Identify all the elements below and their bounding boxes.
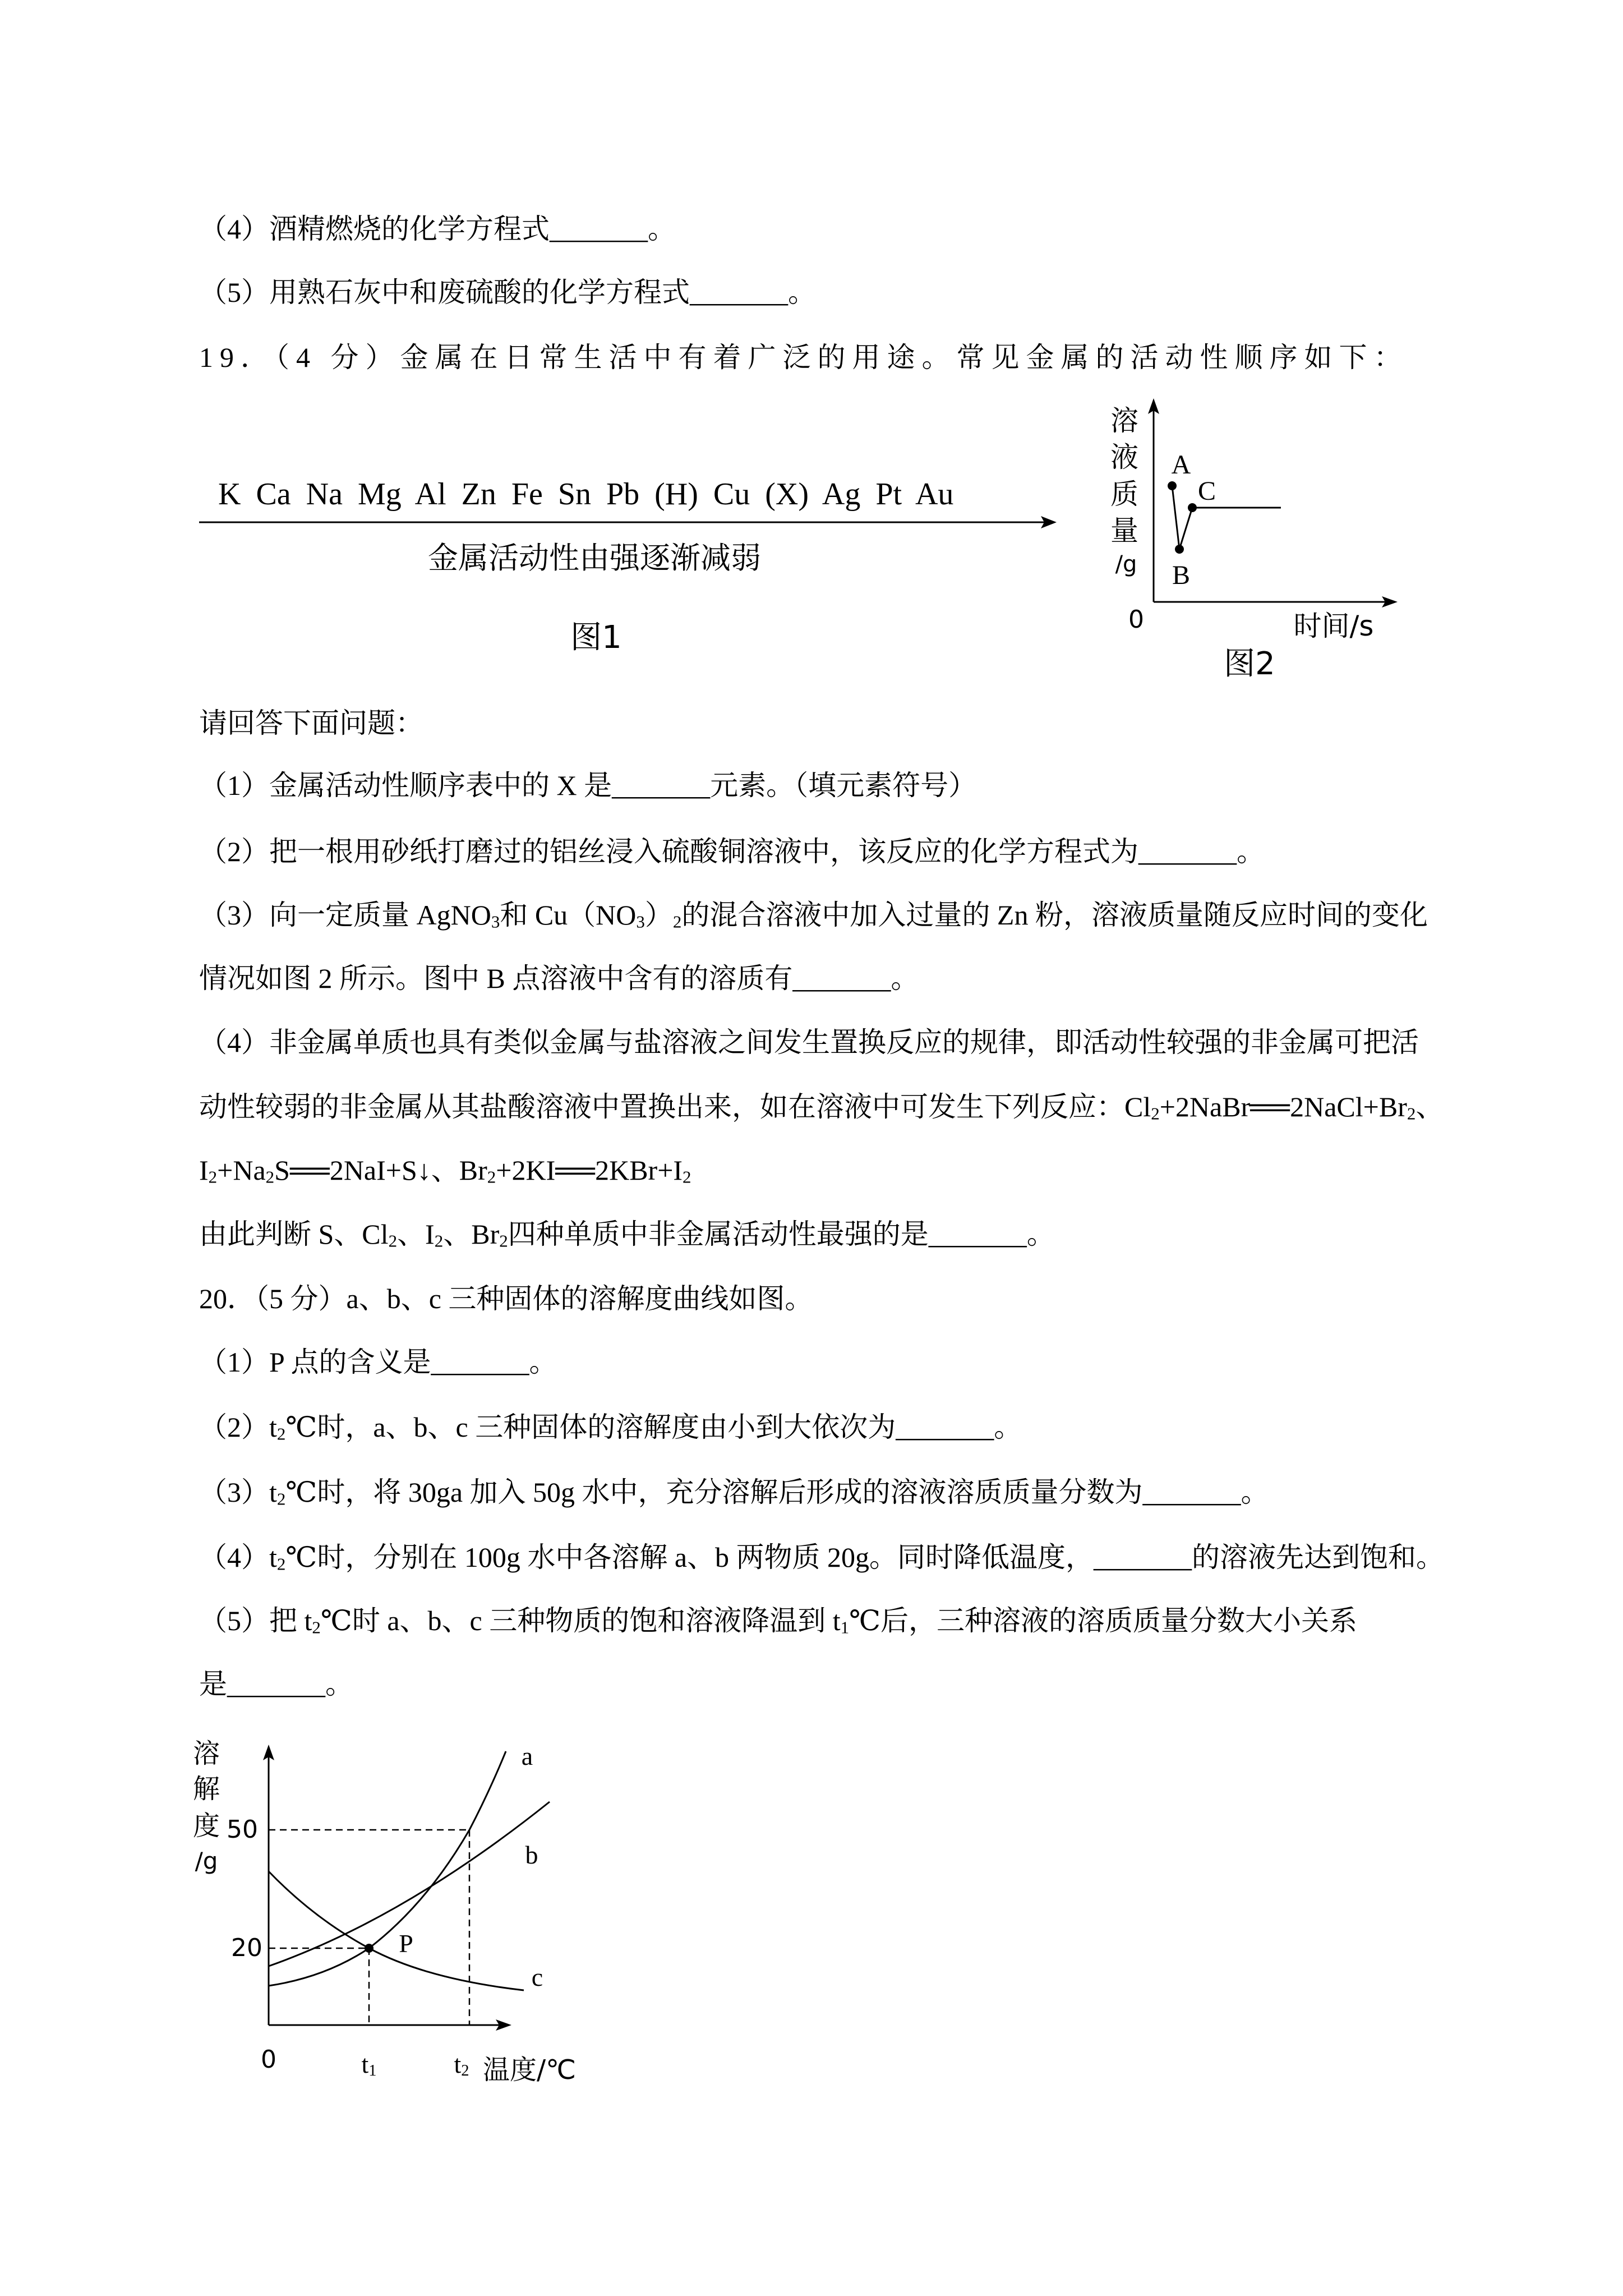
fig2-ylabel-unit: /g xyxy=(1115,551,1137,577)
fig2-point-b xyxy=(1175,545,1184,554)
solubility-ylabel-char: 度 xyxy=(192,1810,220,1842)
y-tick-20: 20 xyxy=(231,1934,262,1962)
q19-item-3-line-1 xyxy=(199,898,1428,932)
text-run: t xyxy=(361,2050,369,2078)
text-run: 、Br xyxy=(443,1218,500,1250)
subscript: 2 xyxy=(487,1167,496,1187)
fig2-point-b-label: B xyxy=(1172,560,1191,590)
q20-item-3 xyxy=(199,1475,1269,1509)
fig2-ylabel-char: 溶 xyxy=(1110,404,1138,437)
fig2-point-c-label: C xyxy=(1197,476,1216,506)
curve-c-label: c xyxy=(531,1963,543,1991)
text-run: ℃后，三种溶液的溶质质量分数大小关系 xyxy=(849,1605,1358,1636)
curve-a-label: a xyxy=(521,1742,533,1770)
text-run: 是_______。 xyxy=(199,1668,353,1700)
text-run: （4）t xyxy=(199,1542,277,1573)
solubility-y-arrow-head xyxy=(263,1745,274,1760)
q20-item-1 xyxy=(199,1345,557,1379)
fig2-ylabel-char: 量 xyxy=(1110,514,1138,547)
curve-c xyxy=(269,1871,524,1990)
q20-heading: 20．（5 分）a、b、c 三种固体的溶解度曲线如图。 xyxy=(199,1283,813,1314)
q19-prompt: 请回答下面问题： xyxy=(199,707,423,739)
fig2-x-arrow-head xyxy=(1382,596,1398,608)
y-tick-50: 50 xyxy=(227,1815,258,1844)
subscript: 2 xyxy=(265,1167,275,1187)
text-run: （1）P 点的含义是_______。 xyxy=(199,1346,557,1378)
fig2-origin-label: 0 xyxy=(1128,605,1144,634)
curve-b-label: b xyxy=(525,1841,538,1869)
text-run: （5）把 t xyxy=(199,1605,312,1636)
text-run: +2NaBr══2NaCl+Br xyxy=(1159,1091,1407,1122)
fig2-point-a xyxy=(1168,481,1177,490)
text-run: 、I xyxy=(397,1218,435,1250)
figure1-label: 图1 xyxy=(570,619,622,656)
solubility-xlabel: 温度/℃ xyxy=(482,2054,577,2086)
fig2-ylabel-char: 液 xyxy=(1110,441,1138,473)
subscript: 2 xyxy=(312,1617,321,1637)
text-run: +2KI══2KBr+I xyxy=(496,1154,683,1186)
metal-activity-series: K Ca Na Mg Al Zn Fe Sn Pb (H) Cu (X) Ag Pt Au xyxy=(218,477,954,512)
q20-item-5-line-2 xyxy=(199,1667,353,1701)
solubility-origin-label: 0 xyxy=(261,2045,276,2074)
text-run: 情况如图 2 所示。图中 B 点溶液中含有的溶质有_______。 xyxy=(199,963,919,994)
text-run: 动性较弱的非金属从其盐酸溶液中置换出来，如在溶液中可发生下列反应：Cl xyxy=(199,1091,1151,1122)
text-run: （4）非金属单质也具有类似金属与盐溶液之间发生置换反应的规律，即活动性较强的非金属可把活 xyxy=(199,1027,1419,1058)
point-p xyxy=(365,1944,374,1953)
text-run: S══2NaI+S↓、Br xyxy=(274,1154,487,1186)
text-run: （2）把一根用砂纸打磨过的铝丝浸入硫酸铜溶液中，该反应的化学方程式为_______。 xyxy=(199,836,1265,867)
subscript: 2 xyxy=(1151,1103,1160,1124)
q18-item-5: （5）用熟石灰中和废硫酸的化学方程式_______。 xyxy=(199,277,816,308)
subscript: 2 xyxy=(1407,1103,1416,1124)
q19-item-4-line-4 xyxy=(199,1217,1055,1251)
curve-a xyxy=(269,1751,506,1986)
subscript: 2 xyxy=(276,1489,286,1509)
text-run: +Na xyxy=(217,1154,266,1186)
subscript: 2 xyxy=(672,912,682,932)
q19-item-2 xyxy=(199,835,1265,868)
text-run: 的混合溶液中加入过量的 Zn 粉，溶液质量随反应时间的变化 xyxy=(681,899,1428,931)
q19-item-4-line-1 xyxy=(199,1025,1419,1059)
subscript: 3 xyxy=(636,912,645,932)
q20-item-4 xyxy=(199,1540,1444,1574)
subscript: 1 xyxy=(368,2062,377,2080)
fig2-point-a-label: A xyxy=(1171,450,1191,480)
text-run: I xyxy=(199,1154,209,1186)
text-run: （3）向一定质量 AgNO xyxy=(199,899,491,931)
solubility-ylabel-char: 溶 xyxy=(192,1738,220,1769)
solubility-chart xyxy=(263,1742,550,2031)
q18-item-4: （4）酒精燃烧的化学方程式_______。 xyxy=(199,213,676,245)
activity-arrow-caption: 金属活动性由强逐渐减弱 xyxy=(428,540,761,576)
point-p-label: P xyxy=(399,1929,413,1958)
fig2-y-arrow-head xyxy=(1148,398,1159,414)
subscript: 2 xyxy=(276,1554,286,1574)
text-run: 由此判断 S、Cl xyxy=(199,1218,389,1250)
subscript: 3 xyxy=(491,912,500,932)
text-run: 四种单质中非金属活动性最强的是_______。 xyxy=(508,1218,1055,1250)
q19-item-3-line-2 xyxy=(199,961,919,995)
figure1-arrow xyxy=(199,516,1057,528)
q20-item-5-line-1 xyxy=(199,1604,1357,1637)
subscript: 2 xyxy=(683,1167,691,1187)
fig2-mass-curve xyxy=(1172,486,1281,549)
x-tick-t1 xyxy=(361,2050,377,2080)
text-run: t xyxy=(454,2050,462,2078)
text-run: ℃时，将 30ga 加入 50g 水中，充分溶解后形成的溶液溶质质量分数为_______。 xyxy=(285,1476,1269,1508)
subscript: 2 xyxy=(388,1231,398,1251)
q19-heading: 19．（4 分）金属在日常生活中有着广泛的用途。常见金属的活动性顺序如下： xyxy=(199,342,1409,373)
q19-item-4-line-2 xyxy=(199,1090,1444,1124)
subscript: 2 xyxy=(276,1424,286,1444)
q19-item-4-line-3 xyxy=(199,1153,691,1187)
subscript: 2 xyxy=(208,1167,218,1187)
subscript: 1 xyxy=(840,1617,850,1637)
text-run: ℃时 a、b、c 三种物质的饱和溶液降温到 t xyxy=(320,1605,841,1636)
figure2-label: 图2 xyxy=(1224,646,1275,682)
subscript: 2 xyxy=(461,2062,469,2080)
solubility-ylabel-char: 解 xyxy=(192,1773,220,1805)
text-run: （2）t xyxy=(199,1411,277,1443)
fig2-point-c xyxy=(1188,503,1197,512)
solubility-ylabel-unit: /g xyxy=(195,1847,218,1875)
subscript: 2 xyxy=(434,1231,444,1251)
x-tick-t2 xyxy=(454,2050,469,2080)
text-run: 、 xyxy=(1415,1091,1444,1122)
fig2-ylabel-char: 质 xyxy=(1110,478,1138,510)
subscript: 2 xyxy=(499,1231,508,1251)
q19-item-1 xyxy=(199,769,976,802)
text-run: ℃时，分别在 100g 水中各溶解 a、b 两物质 20g。同时降低温度，_______的溶液先达到饱和。 xyxy=(285,1542,1445,1573)
q20-item-2 xyxy=(199,1410,1022,1444)
solubility-x-arrow-head xyxy=(496,2019,511,2031)
text-run: （1）金属活动性顺序表中的 X 是_______元素。（填元素符号） xyxy=(199,770,977,801)
text-run: （3）t xyxy=(199,1476,277,1508)
arrow-head xyxy=(1041,516,1057,528)
text-run: 和 Cu（NO xyxy=(500,899,637,931)
text-run: ℃时，a、b、c 三种固体的溶解度由小到大依次为_______。 xyxy=(285,1411,1022,1443)
text-run: ） xyxy=(644,899,673,931)
fig2-xlabel: 时间/s xyxy=(1293,610,1374,642)
